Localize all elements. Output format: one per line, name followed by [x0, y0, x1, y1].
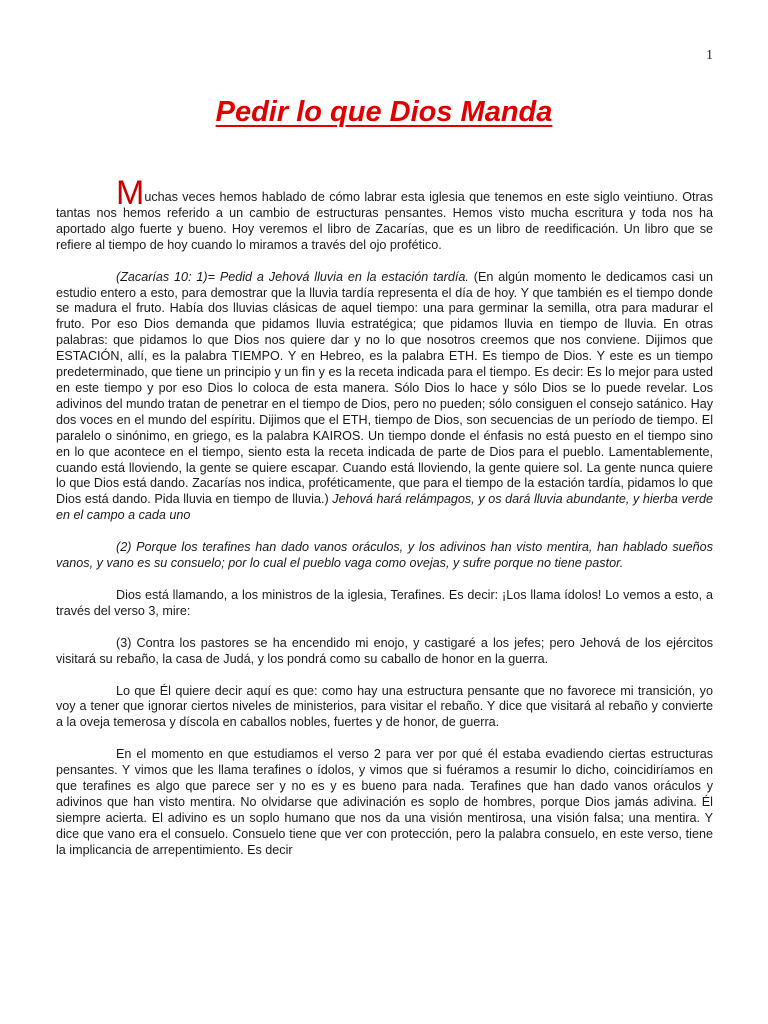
- page-number: 1: [706, 48, 713, 63]
- paragraph-5: (3) Contra los pastores se ha encendido mi enojo, y castigaré a los jefes; pero Jehová de los ejércitos visitará su rebaño, la casa de Judá, y los pondrá como su caballo de honor en la guerra.: [56, 635, 713, 666]
- paragraph-3: (2) Porque los terafines han dado vanos oráculos, y los adivinos han visto mentira, han hablado sueños vanos, y vano es su consuelo; por lo cual el pueblo vaga como ovejas, y sufre porque no tiene pastor.: [56, 540, 713, 571]
- document-body: [56, 174, 714, 875]
- verse-quote-end: Jehová hará relámpagos, y os dará lluvia abundante, y hierba verde en el campo a cada uno: [56, 492, 714, 523]
- paragraph-2: [56, 270, 713, 525]
- verse-quote: (Zacarías 10: 1)= Pedid a Jehová lluvia en la estación tardía.: [116, 269, 469, 284]
- paragraph-1: [56, 174, 713, 254]
- paragraph-6: Lo que Él quiere decir aquí es que: como hay una estructura pensante que no favorece mi transición, yo voy a tener que ignorar ciertos niveles de ministerios, para visitar el rebaño. Y dice que visitará al rebaño y convierte a la oveja temerosa y díscola en caballos nobles, fuertes y de honor, de guerra.: [56, 683, 713, 730]
- paragraph-2-text: (En algún momento le dedicamos casi un estudio entero a esto, para demostrar que la lluvia tardía representa el día de hoy. Y que también es el tiempo donde se madura el fruto. Había dos lluvias clásicas de aquel tiempo: una para germinar la semilla, otra para madurar el fruto. Por eso Dios demanda que pidamos lluvia estratégica; que pidamos lluvia en tiempo de lluvia. En otras palabras: que pidamos lo que Dios nos quiere dar y no lo que nosotros creemos que nos conviene. Dijimos que ESTACIÓN, allí, es la palabra TIEMPO. Y en Hebreo, es la palabra ETH. Es tiempo de Dios. Y este es un tiempo predeterminado, que tiene un principio y un fin y es la receta indicada para el tiempo. Es decir: Es lo mejor para usted en este tiempo y por eso Dios lo coloca de esta manera. Sólo Dios lo hace y sólo Dios se lo puede revelar. Los adivinos del mundo tratan de penetrar en el tiempo de Dios, pero no pueden; sólo consiguen el consejo satánico. Hay dos voces en el mundo del espíritu. Dijimos que el ETH, tiempo de Dios, son secuencias de un período de tiempo. El paralelo o sinónimo, en griego, es la palabra KAIROS. Un tiempo donde el énfasis no está puesto en el tiempo sino en lo que acontece en el tiempo, siento esta la receta indicada de parte de Dios para el pueblo. Lamentablemente, cuando está lloviendo, la gente se quiere escapar. Cuando está lloviendo, la gente quiere sol. La gente nunca quiere lo que Dios está dando. Zacarías nos indica, proféticamente, que para el tiempo de la estación tardía, pidamos lo que Dios está dando. Pida lluvia en tiempo de lluvia.): [56, 269, 713, 507]
- paragraph-7: En el momento en que estudiamos el verso 2 para ver por qué él estaba evadiendo ciertas estructuras pensantes. Y vimos que les llama terafines o ídolos, y vimos que si fuéramos a resumir lo dicho, coincidiríamos en que terafines es algo que parece ser y no es y es bueno para nada. Terafines que han dado vanos oráculos y adivinos que han visto mentira. No olvidarse que adivinación es soplo de hombres, porque Dios jamás adivina. Él siempre acierta. El adivino es un soplo humano que nos da una visión mentirosa, una visión falsa; una mentira. Y dice que vano era el consuelo. Consuelo tiene que ver con protección, pero la palabra consuelo, en este verso, tiene la implicancia de arrepentimiento. Es decir: [56, 747, 713, 857]
- paragraph-1-text: uchas veces hemos hablado de cómo labrar esta iglesia que tenemos en este siglo veintiuno. Otras tantas nos hemos referido a un cambio de estructuras pensantes. Hemos visto mucha escritura y toda nos ha aportado algo fuerte y bueno. Hoy veremos el libro de Zacarías, que es un libro de reedificación. Un libro que se refiere al tiempo de hoy cuando lo miramos a través del ojo profético.: [56, 190, 713, 252]
- document-title: Pedir lo que Dios Manda: [215, 96, 553, 128]
- paragraph-4: Dios está llamando, a los ministros de la iglesia, Terafines. Es decir: ¡Los llama ídolos! Lo vemos a esto, a través del verso 3, mire:: [56, 587, 713, 618]
- drop-cap: M: [116, 174, 145, 212]
